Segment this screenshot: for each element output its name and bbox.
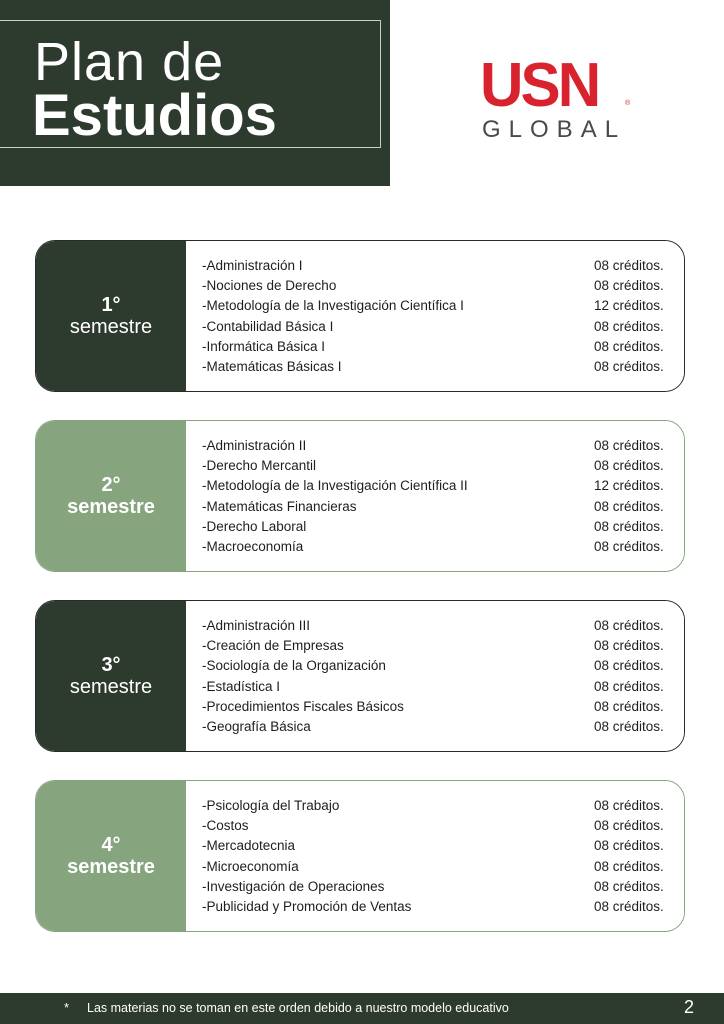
course-credits: 12 créditos. [594, 298, 664, 314]
course-row [202, 897, 674, 917]
semester-label [36, 241, 186, 391]
course-credits: 08 créditos. [594, 698, 664, 714]
course-row [202, 616, 674, 636]
footer-bar [0, 993, 724, 1024]
course-name: -Matemáticas Básicas I [202, 358, 342, 374]
course-credits: 08 créditos. [594, 518, 664, 534]
course-row [202, 456, 674, 476]
course-name: -Administración I [202, 258, 303, 273]
course-credits: 08 créditos. [594, 658, 664, 674]
course-name: -Geografía Básica [202, 718, 311, 734]
semester-word: semestre [67, 856, 155, 878]
course-credits: 12 créditos. [594, 478, 664, 494]
course-credits: 08 créditos. [594, 798, 664, 813]
course-credits: 08 créditos. [594, 338, 664, 354]
course-row [202, 656, 674, 676]
course-credits: 08 créditos. [594, 278, 664, 294]
semester-number: 2° [101, 474, 121, 496]
course-credits: 08 créditos. [594, 458, 664, 474]
semester-word: semestre [67, 496, 155, 518]
course-row [202, 636, 674, 656]
semester-word: semestre [69, 316, 153, 338]
course-row [202, 877, 674, 897]
course-credits: 08 créditos. [594, 878, 664, 894]
course-list [186, 601, 684, 751]
course-credits: 08 créditos. [594, 318, 664, 334]
course-row [202, 256, 674, 276]
semester-card-1 [35, 240, 685, 392]
course-name: -Estadística I [202, 678, 281, 694]
course-name: -Administración II [202, 438, 307, 453]
course-credits: 08 créditos. [594, 858, 664, 874]
course-credits: 08 créditos. [594, 678, 664, 694]
course-row [202, 337, 674, 357]
course-row [202, 796, 674, 816]
course-credits: 08 créditos. [594, 438, 664, 453]
logo-sub-text: GLOBAL [482, 116, 627, 143]
page-number: 2 [684, 997, 695, 1017]
course-list [186, 241, 684, 391]
course-row [202, 276, 674, 296]
semester-number: 4° [101, 834, 121, 856]
course-credits: 08 créditos. [594, 818, 664, 834]
course-row [202, 436, 674, 456]
course-name: -Mercadotecnia [202, 838, 296, 854]
course-credits: 08 créditos. [594, 898, 664, 914]
course-list [186, 421, 684, 571]
footer-note: Las materias no se toman en este orden debido a nuestro modelo educativo [87, 1001, 509, 1015]
semester-card-3 [35, 600, 685, 752]
course-credits: 08 créditos. [594, 718, 664, 734]
course-name: -Costos [202, 818, 249, 834]
course-name: -Publicidad y Promoción de Ventas [202, 898, 412, 914]
course-row [202, 517, 674, 537]
course-list [186, 781, 684, 931]
course-row [202, 317, 674, 337]
semester-card-4 [35, 780, 685, 932]
semester-label [36, 601, 186, 751]
course-name: -Matemáticas Financieras [202, 498, 357, 514]
footnote-star: * [64, 1000, 70, 1015]
semester-card-2 [35, 420, 685, 572]
semester-number: 3° [101, 654, 121, 676]
title-block [0, 0, 390, 186]
course-credits: 08 créditos. [594, 258, 664, 273]
course-row [202, 476, 674, 496]
course-row [202, 836, 674, 856]
course-row [202, 697, 674, 717]
course-name: -Nociones de Derecho [202, 278, 337, 294]
course-name: -Contabilidad Básica I [202, 318, 334, 334]
course-name: -Metodología de la Investigación Científica II [202, 478, 468, 494]
semester-label [36, 781, 186, 931]
logo-main-text: USN [480, 51, 599, 120]
page-title-line2: Estudios [32, 83, 277, 148]
course-row [202, 717, 674, 737]
course-name: -Derecho Mercantil [202, 458, 317, 474]
course-name: -Informática Básica I [202, 338, 326, 354]
course-credits: 08 créditos. [594, 838, 664, 854]
course-name: -Creación de Empresas [202, 638, 344, 654]
logo-registered-mark: ® [625, 100, 631, 107]
usn-global-logo [478, 51, 638, 146]
course-name: -Macroeconomía [202, 538, 304, 554]
course-row [202, 537, 674, 557]
page-title-line1: Plan de [34, 32, 225, 92]
course-name: -Microeconomía [202, 858, 299, 874]
course-row [202, 816, 674, 836]
course-credits: 08 créditos. [594, 358, 664, 374]
course-name: -Administración III [202, 618, 311, 633]
course-row [202, 357, 674, 377]
course-credits: 08 créditos. [594, 618, 664, 633]
course-credits: 08 créditos. [594, 638, 664, 654]
course-credits: 08 créditos. [594, 538, 664, 554]
course-name: -Psicología del Trabajo [202, 798, 340, 813]
course-name: -Derecho Laboral [202, 518, 307, 534]
course-name: -Sociología de la Organización [202, 658, 386, 674]
course-credits: 08 créditos. [594, 498, 664, 514]
course-row [202, 677, 674, 697]
course-row [202, 497, 674, 517]
semester-word: semestre [69, 676, 153, 698]
course-name: -Metodología de la Investigación Científica I [202, 298, 464, 314]
course-name: -Procedimientos Fiscales Básicos [202, 698, 404, 714]
semester-number: 1° [101, 294, 121, 316]
course-name: -Investigación de Operaciones [202, 878, 385, 894]
course-row [202, 296, 674, 316]
course-row [202, 857, 674, 877]
semester-label [36, 421, 186, 571]
